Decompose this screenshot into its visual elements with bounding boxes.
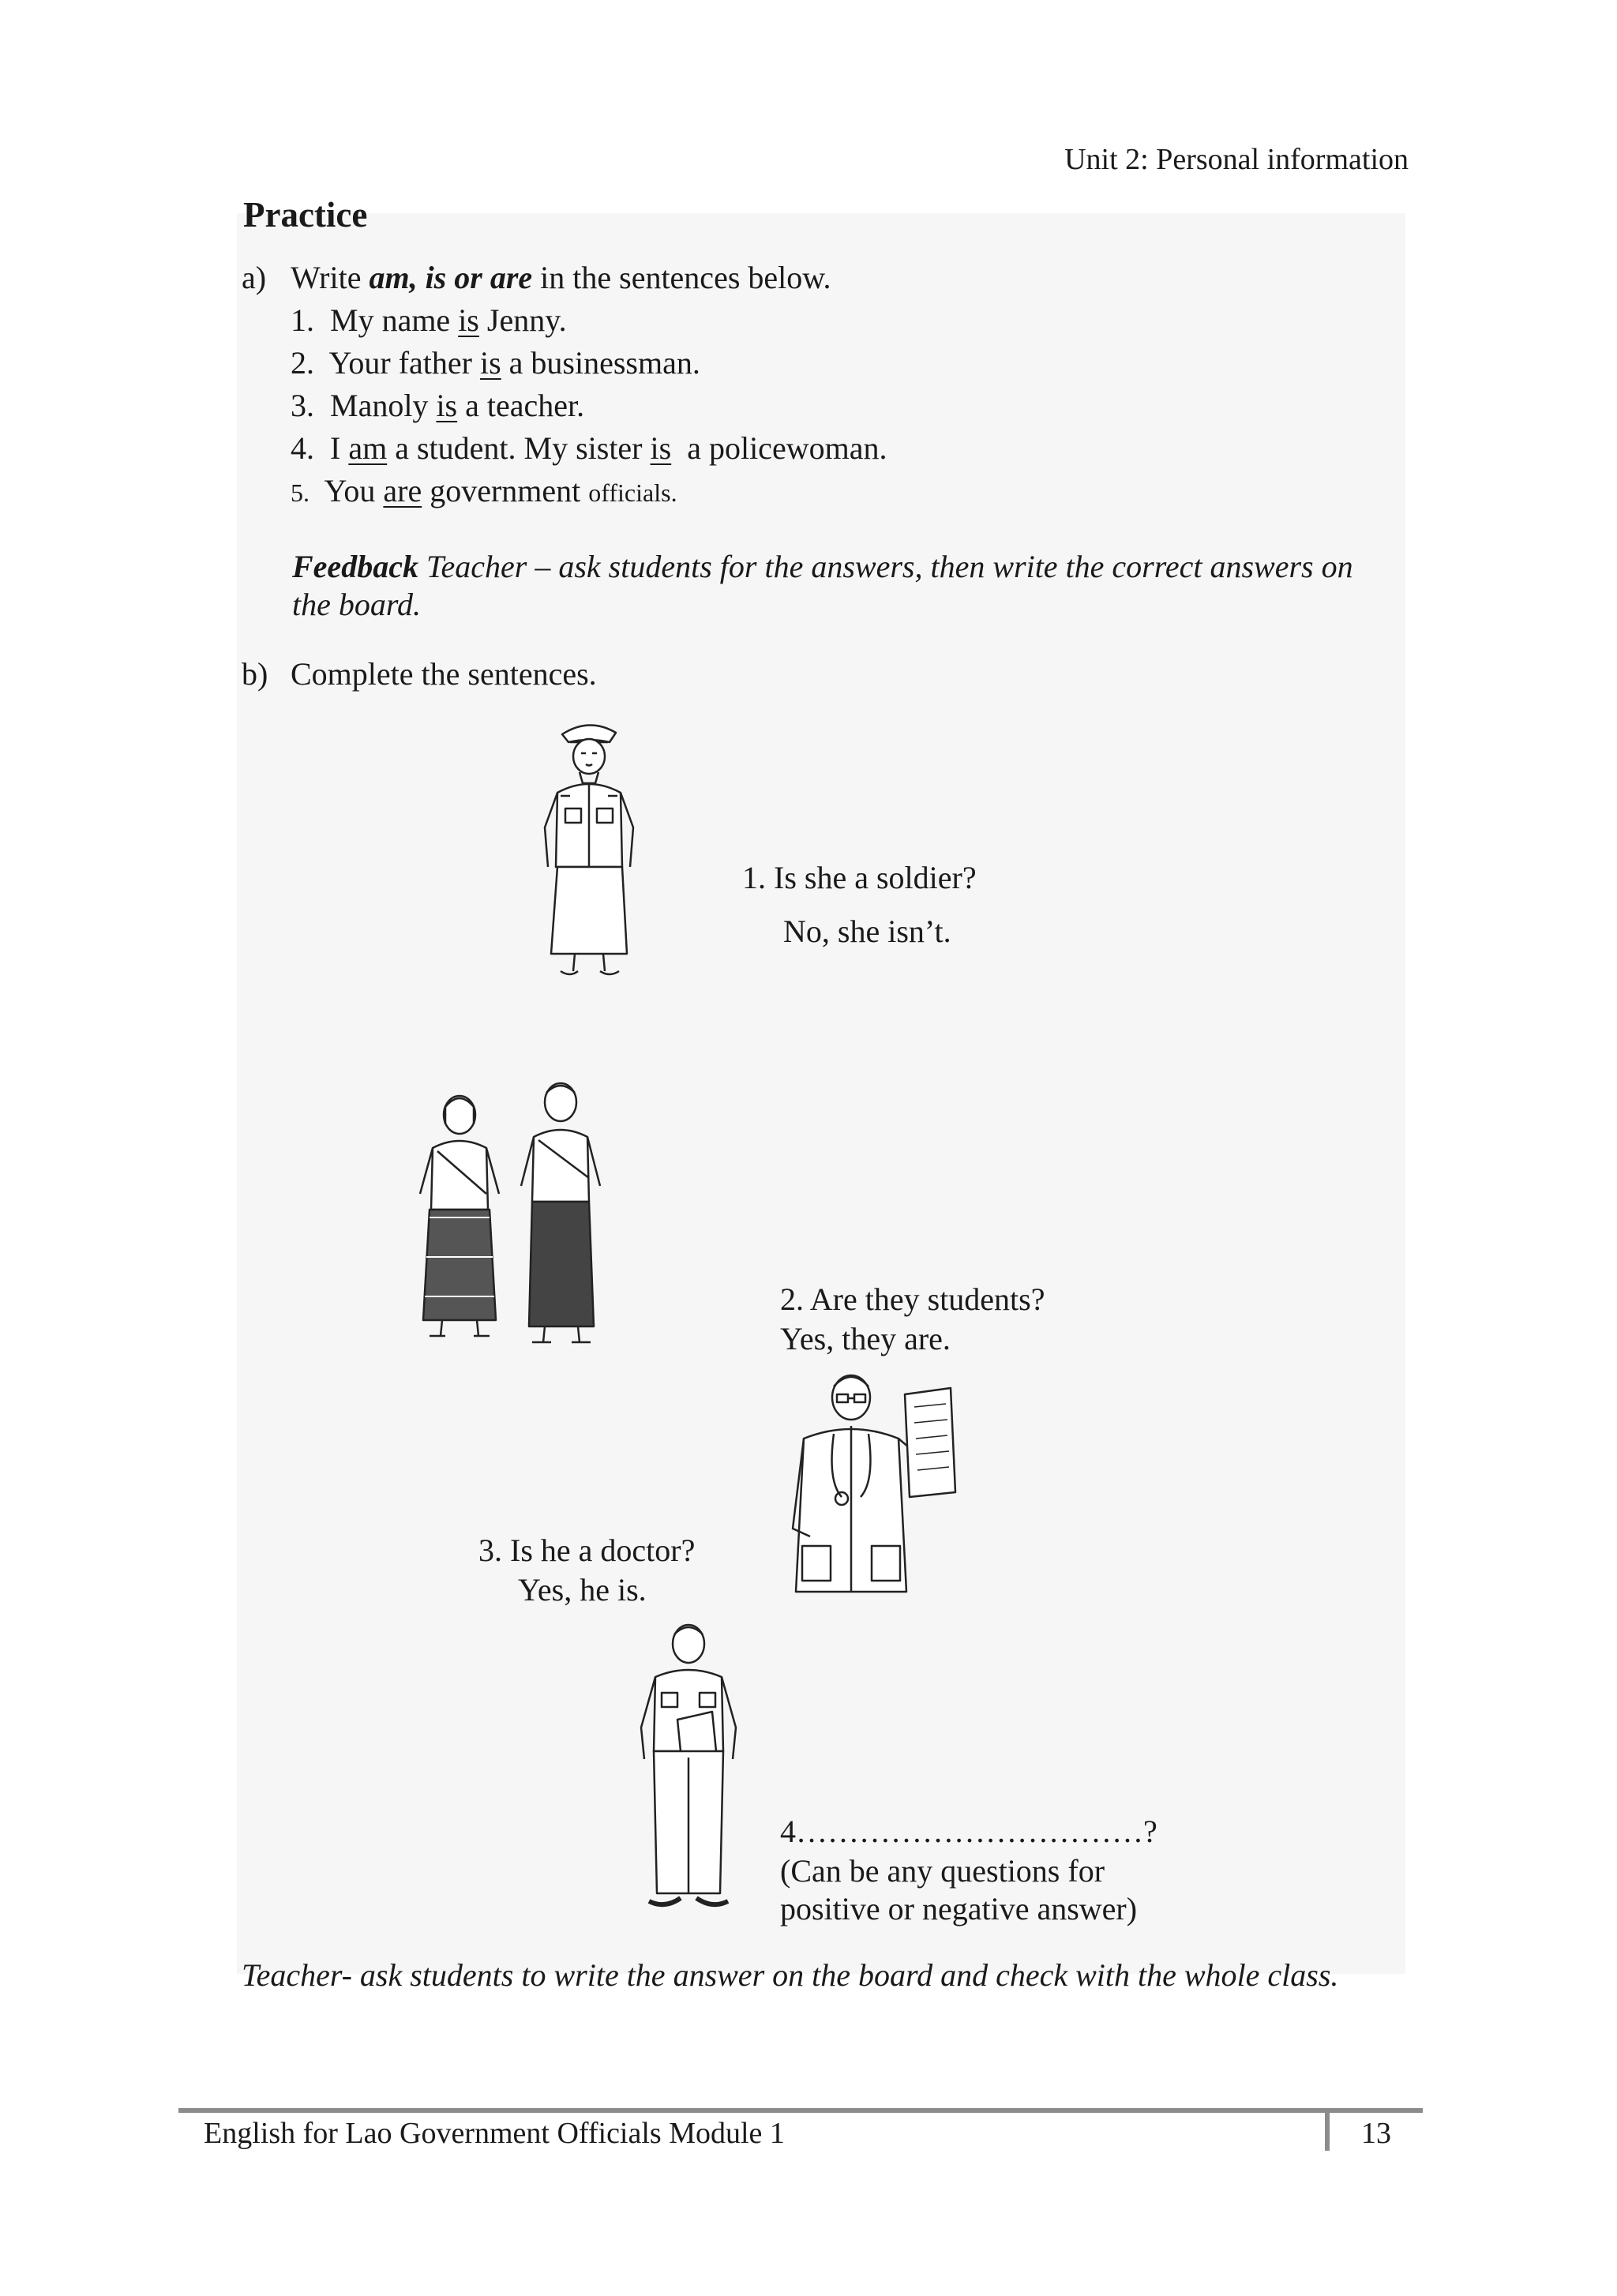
feedback-line-2: the board. — [292, 587, 421, 622]
section-b-instruction: Complete the sentences. — [291, 656, 597, 692]
answer-blank: is — [436, 388, 458, 423]
section-a-instruction: Write am, is or are in the sentences below. — [291, 260, 831, 295]
section-a-marker: a) — [242, 260, 267, 295]
answer-1: No, she isn’t. — [783, 914, 951, 949]
list-item-4: 4. I am a student. My sister is a policewoman. — [291, 430, 887, 466]
question-4-note-line-1: (Can be any questions for — [780, 1853, 1105, 1889]
policewoman-illustration — [534, 717, 644, 993]
government-official-illustration — [633, 1617, 744, 1917]
feedback-line-1: Feedback Teacher – ask students for the answers, then write the correct answers on — [292, 549, 1353, 584]
answer-blank: is — [650, 430, 672, 466]
footer-divider — [1325, 2108, 1330, 2151]
list-item-1: 1. My name is Jenny. — [291, 302, 567, 338]
list-item-2: 2. Your father is a businessman. — [291, 345, 700, 381]
doctor-illustration — [786, 1363, 960, 1600]
answer-3: Yes, he is. — [518, 1572, 647, 1608]
answer-blank: is — [458, 302, 479, 338]
list-item-3: 3. Manoly is a teacher. — [291, 388, 585, 423]
section-b-marker: b) — [242, 656, 268, 692]
unit-header: Unit 2: Personal information — [1064, 143, 1409, 176]
answer-blank: are — [383, 473, 422, 508]
footer-title: English for Lao Government Officials Module 1 — [204, 2117, 785, 2150]
practice-title: Practice — [243, 195, 368, 234]
question-1: 1. Is she a soldier? — [742, 860, 977, 895]
list-item-5: 5. You are government officials. — [291, 473, 677, 508]
page-number: 13 — [1361, 2117, 1391, 2150]
answer-2: Yes, they are. — [780, 1321, 951, 1356]
answer-blank: is — [479, 345, 501, 381]
question-4-note-line-2: positive or negative answer) — [780, 1891, 1138, 1926]
question-2: 2. Are they students? — [780, 1281, 1045, 1317]
question-3: 3. Is he a doctor? — [478, 1533, 696, 1568]
footer-rule — [178, 2108, 1423, 2113]
question-4: 4……………………………? — [780, 1814, 1157, 1849]
students-illustration — [411, 1075, 608, 1352]
teacher-note: Teacher- ask students to write the answer on the board and check with the whole class. — [242, 1957, 1339, 1993]
answer-blank: am — [348, 430, 388, 466]
